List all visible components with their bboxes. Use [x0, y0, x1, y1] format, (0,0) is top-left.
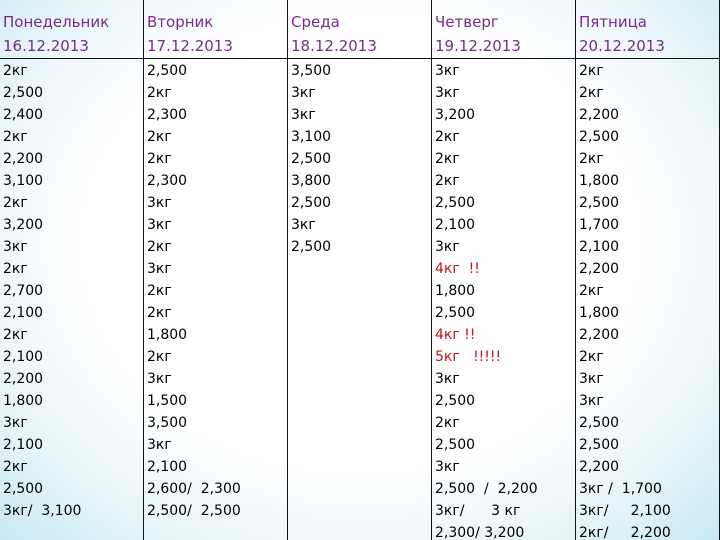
table-cell: 4кг !!	[435, 261, 480, 277]
table-cell: 2кг	[435, 415, 460, 431]
table-cell: 2,500	[579, 129, 620, 145]
table-cell: 2,200	[579, 261, 620, 277]
table-cell: 2кг	[3, 63, 28, 79]
table-cell: 3,800	[291, 173, 332, 189]
table-cell: 3кг	[291, 217, 316, 233]
table-cell: 3кг / 1,700	[579, 481, 662, 497]
table-cell: 2кг	[579, 85, 604, 101]
table-cell: 2,500	[579, 437, 620, 453]
table-cell: 1,800	[435, 283, 476, 299]
table-cell: 2,300/ 3,200	[435, 525, 525, 540]
table-cell: 2,500	[579, 195, 620, 211]
table-cell: 2,700	[3, 283, 44, 299]
table-cell: 2кг	[147, 151, 172, 167]
table-cell: 2,100	[147, 459, 188, 475]
column-header-day: Четверг	[435, 13, 499, 31]
column-header-date: 18.12.2013	[291, 37, 377, 55]
table-cell: 2,300	[147, 173, 188, 189]
table-cell: 3кг	[435, 239, 460, 255]
table-cell: 2,500/ 2,500	[147, 503, 241, 519]
table-cell: 2,500 / 2,200	[435, 481, 538, 497]
table-cell: 1,500	[147, 393, 188, 409]
column-header-day: Понедельник	[3, 13, 110, 31]
table-cell: 2,100	[435, 217, 476, 233]
table-cell: 3кг/ 3,100	[3, 503, 82, 519]
table-cell: 2,100	[3, 349, 44, 365]
table-cell: 2кг	[147, 129, 172, 145]
table-cell: 3кг	[147, 437, 172, 453]
table-cell: 2,600/ 2,300	[147, 481, 241, 497]
table-cell: 2,200	[579, 459, 620, 475]
table-cell: 2,500	[435, 305, 476, 321]
table-cell: 1,800	[147, 327, 188, 343]
table-cell: 2кг	[3, 195, 28, 211]
table-cell: 3,200	[3, 217, 44, 233]
table-cell: 2кг	[435, 151, 460, 167]
table-cell: 2,500	[147, 63, 188, 79]
table-cell: 3кг	[3, 415, 28, 431]
table-cell: 2,200	[3, 371, 44, 387]
table-cell: 3кг	[147, 195, 172, 211]
header-divider	[0, 58, 720, 59]
table-cell: 3кг	[291, 85, 316, 101]
table-cell: 2кг	[147, 283, 172, 299]
table-cell: 2,200	[3, 151, 44, 167]
table-cell: 1,800	[579, 173, 620, 189]
table-cell: 2,500	[3, 481, 44, 497]
table-cell: 2,200	[579, 327, 620, 343]
column-header-date: 20.12.2013	[579, 37, 665, 55]
table-cell: 3кг	[147, 217, 172, 233]
table-cell: 2кг	[3, 459, 28, 475]
column-header-day: Вторник	[147, 13, 214, 31]
table-cell: 2,500	[291, 239, 332, 255]
table-cell: 1,800	[579, 305, 620, 321]
table-cell: 3кг	[435, 85, 460, 101]
table-cell: 2кг	[147, 349, 172, 365]
table-cell: 4кг !!	[435, 327, 476, 343]
table-cell: 2,100	[3, 305, 44, 321]
table-cell: 2кг	[579, 151, 604, 167]
table-cell: 1,800	[3, 393, 44, 409]
table-cell: 2,500	[435, 393, 476, 409]
table-cell: 2,100	[579, 239, 620, 255]
table-cell: 3кг	[147, 371, 172, 387]
table-cell: 2,500	[291, 151, 332, 167]
table-cell: 2,500	[3, 85, 44, 101]
table-cell: 2кг	[579, 349, 604, 365]
table-cell: 3кг	[435, 63, 460, 79]
table-cell: 2,400	[3, 107, 44, 123]
table-cell: 3кг	[435, 371, 460, 387]
table-cell: 3кг	[3, 239, 28, 255]
table-cell: 5кг !!!!!	[435, 349, 502, 365]
table-cell: 3кг	[291, 107, 316, 123]
table-cell: 3,100	[291, 129, 332, 145]
table-cell: 2,500	[579, 415, 620, 431]
column-header-date: 16.12.2013	[3, 37, 89, 55]
table-cell: 3,200	[435, 107, 476, 123]
table-cell: 3кг/ 2,100	[579, 503, 671, 519]
table-cell: 3кг	[579, 393, 604, 409]
column-header-day: Пятница	[579, 13, 647, 31]
table-cell: 3,500	[147, 415, 188, 431]
table-cell: 2кг	[579, 63, 604, 79]
table-cell: 2,200	[579, 107, 620, 123]
table-cell: 1,700	[579, 217, 620, 233]
table-cell: 3кг	[435, 459, 460, 475]
table-cell: 3,100	[3, 173, 44, 189]
table-cell: 2кг/ 2,200	[579, 525, 671, 540]
table-cell: 2,100	[3, 437, 44, 453]
table-cell: 2кг	[435, 173, 460, 189]
table-cell: 3кг	[579, 371, 604, 387]
table-cell: 2кг	[435, 129, 460, 145]
table-cell: 3,500	[291, 63, 332, 79]
column-header-date: 19.12.2013	[435, 37, 521, 55]
column-header-day: Среда	[291, 13, 340, 31]
table-cell: 2,500	[291, 195, 332, 211]
table-cell: 2кг	[3, 129, 28, 145]
column-header-date: 17.12.2013	[147, 37, 233, 55]
table-cell: 2,500	[435, 437, 476, 453]
table-cell: 2,300	[147, 107, 188, 123]
table-cell: 3кг	[147, 261, 172, 277]
table-cell: 2кг	[579, 283, 604, 299]
table-cell: 3кг/ 3 кг	[435, 503, 521, 519]
table-cell: 2кг	[147, 239, 172, 255]
table-cell: 2кг	[147, 305, 172, 321]
table-cell: 2кг	[3, 327, 28, 343]
table-cell: 2кг	[147, 85, 172, 101]
table-cell: 2,500	[435, 195, 476, 211]
table-cell: 2кг	[3, 261, 28, 277]
